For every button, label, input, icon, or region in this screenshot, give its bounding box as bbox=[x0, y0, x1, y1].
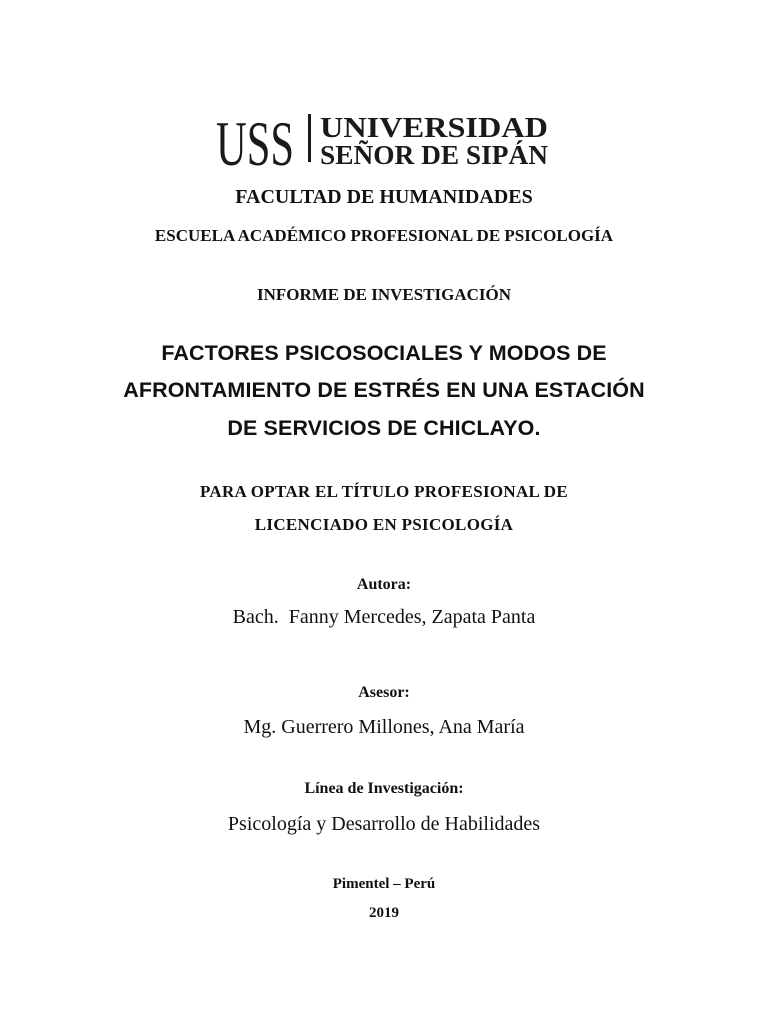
year: 2019 bbox=[369, 905, 399, 921]
thesis-title-line-3: DE SERVICIOS DE CHICLAYO. bbox=[227, 416, 541, 440]
degree-line-2: LICENCIADO EN PSICOLOGÍA bbox=[254, 515, 514, 534]
research-line-label: Línea de Investigación: bbox=[304, 780, 464, 797]
research-line: Psicología y Desarrollo de Habilidades bbox=[227, 813, 541, 835]
place: Pimentel – Perú bbox=[332, 876, 436, 892]
logo-divider bbox=[308, 114, 311, 162]
author-label: Autora: bbox=[356, 576, 412, 593]
logo-name-line1: UNIVERSIDAD bbox=[320, 113, 548, 144]
university-logo bbox=[216, 108, 556, 168]
thesis-title-line-1: FACTORES PSICOSOCIALES Y MODOS DE bbox=[161, 341, 607, 365]
logo-name-line2: SEÑOR DE SIPÁN bbox=[320, 140, 549, 168]
degree-line-1: PARA OPTAR EL TÍTULO PROFESIONAL DE bbox=[199, 482, 569, 501]
author-name: Bach. Fanny Mercedes, Zapata Panta bbox=[232, 606, 536, 628]
advisor-label: Asesor: bbox=[358, 684, 410, 701]
advisor-name: Mg. Guerrero Millones, Ana María bbox=[243, 716, 525, 738]
faculty-name: FACULTAD DE HUMANIDADES bbox=[235, 186, 533, 208]
school-name: ESCUELA ACADÉMICO PROFESIONAL DE PSICOLOGÍA bbox=[154, 226, 614, 245]
report-type: INFORME DE INVESTIGACIÓN bbox=[256, 285, 512, 304]
logo-monogram: USS bbox=[216, 108, 294, 168]
thesis-title-line-2: AFRONTAMIENTO DE ESTRÉS EN UNA ESTACIÓN bbox=[123, 378, 645, 402]
